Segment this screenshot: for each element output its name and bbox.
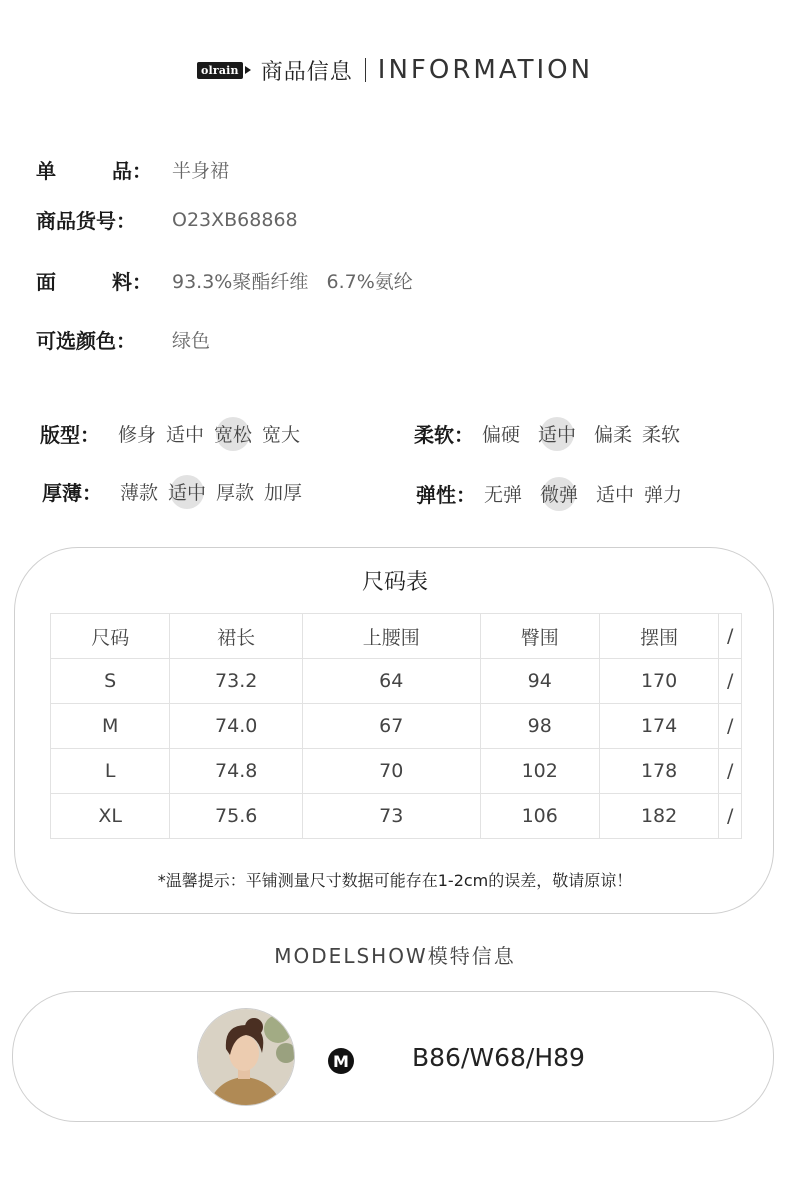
model-card bbox=[12, 991, 774, 1122]
header-title-cn: 商品信息 bbox=[260, 59, 353, 85]
model-section-title: MODELSHOW模特信息 bbox=[274, 944, 516, 968]
info-row-sku bbox=[36, 205, 298, 234]
table-cell: 106 bbox=[480, 794, 599, 839]
brand-logo bbox=[197, 62, 251, 79]
info-value: 绿色 bbox=[172, 330, 211, 352]
info-value: 93.3%聚酯纤维 6.7%氨纶 bbox=[172, 271, 413, 293]
table-cell: XL bbox=[51, 794, 170, 839]
table-cell: 170 bbox=[599, 659, 718, 704]
info-row-color bbox=[36, 325, 210, 354]
attr-option: 适中 bbox=[596, 484, 635, 506]
attr-option: 厚款 bbox=[216, 482, 255, 504]
table-cell: / bbox=[719, 659, 742, 704]
table-header-row bbox=[51, 614, 742, 659]
play-triangle-icon bbox=[245, 66, 251, 74]
table-row bbox=[51, 794, 742, 839]
info-label-char: 料： bbox=[112, 270, 152, 294]
attr-label: 柔软： bbox=[414, 423, 474, 447]
attr-option: 偏硬 bbox=[482, 424, 521, 446]
info-row-material bbox=[36, 266, 413, 295]
table-cell: 73 bbox=[302, 794, 480, 839]
attr-option: 偏柔 bbox=[594, 424, 633, 446]
attr-option: 修身 bbox=[118, 424, 157, 446]
attr-option-selected: 宽松 bbox=[214, 420, 252, 447]
attr-fit bbox=[40, 419, 310, 448]
attr-label: 弹性： bbox=[416, 483, 476, 507]
measurement-tip: *温馨提示：平铺测量尺寸数据可能存在1-2cm的误差，敬请原谅！ bbox=[157, 871, 633, 890]
table-header-cell: 裙长 bbox=[170, 614, 303, 659]
table-header-cell: 臀围 bbox=[480, 614, 599, 659]
info-label bbox=[36, 266, 172, 295]
section-header bbox=[0, 52, 790, 88]
table-cell: S bbox=[51, 659, 170, 704]
info-label-char: 品： bbox=[112, 159, 152, 183]
info-label-text: 可选颜色： bbox=[36, 329, 136, 353]
model-measurements: B86/W68/H89 bbox=[412, 1043, 585, 1072]
info-label-char: 单 bbox=[36, 159, 56, 183]
attr-thickness bbox=[42, 477, 312, 506]
attr-option-selected: 适中 bbox=[168, 478, 206, 505]
info-label bbox=[36, 205, 172, 234]
brand-logo-text: olrain bbox=[197, 62, 243, 79]
info-label-text: 商品货号： bbox=[36, 209, 136, 233]
table-cell: L bbox=[51, 749, 170, 794]
table-cell: 98 bbox=[480, 704, 599, 749]
table-cell: 102 bbox=[480, 749, 599, 794]
attr-option: 柔软 bbox=[642, 424, 681, 446]
size-table bbox=[50, 613, 742, 839]
table-cell: / bbox=[719, 704, 742, 749]
table-header-cell: 摆围 bbox=[599, 614, 718, 659]
size-table-title: 尺码表 bbox=[361, 570, 428, 595]
table-cell: 67 bbox=[302, 704, 480, 749]
attr-option-selected: 微弹 bbox=[540, 480, 578, 507]
table-cell: 75.6 bbox=[170, 794, 303, 839]
table-cell: 73.2 bbox=[170, 659, 303, 704]
table-cell: / bbox=[719, 749, 742, 794]
table-row bbox=[51, 704, 742, 749]
attr-option: 适中 bbox=[166, 424, 205, 446]
table-cell: 178 bbox=[599, 749, 718, 794]
attr-option: 加厚 bbox=[264, 482, 303, 504]
model-size-badge: M bbox=[328, 1048, 354, 1074]
table-header-cell: 上腰围 bbox=[302, 614, 480, 659]
model-avatar bbox=[197, 1008, 295, 1106]
attr-softness bbox=[414, 419, 690, 448]
table-cell: 74.0 bbox=[170, 704, 303, 749]
attr-option-selected: 适中 bbox=[538, 420, 576, 447]
table-cell: / bbox=[719, 794, 742, 839]
attr-option: 弹力 bbox=[644, 484, 683, 506]
attr-option: 无弹 bbox=[484, 484, 523, 506]
attr-label: 厚薄： bbox=[42, 481, 102, 505]
table-cell: 64 bbox=[302, 659, 480, 704]
header-title-en: INFORMATION bbox=[377, 55, 594, 85]
info-label bbox=[36, 325, 172, 354]
model-portrait-image bbox=[198, 1009, 294, 1105]
attr-option: 薄款 bbox=[120, 482, 159, 504]
table-cell: 182 bbox=[599, 794, 718, 839]
info-label bbox=[36, 155, 172, 184]
attr-elasticity bbox=[416, 479, 692, 508]
table-header-cell: 尺码 bbox=[51, 614, 170, 659]
table-cell: 74.8 bbox=[170, 749, 303, 794]
table-cell: 70 bbox=[302, 749, 480, 794]
header-divider bbox=[365, 58, 366, 82]
table-cell: 174 bbox=[599, 704, 718, 749]
info-row-item bbox=[36, 155, 229, 184]
table-header-cell: / bbox=[719, 614, 742, 659]
table-cell: M bbox=[51, 704, 170, 749]
info-value: O23XB68868 bbox=[172, 208, 298, 231]
table-row bbox=[51, 659, 742, 704]
attr-label: 版型： bbox=[40, 423, 100, 447]
info-label-char: 面 bbox=[36, 270, 56, 294]
info-value: 半身裙 bbox=[172, 160, 230, 182]
attr-option: 宽大 bbox=[262, 424, 301, 446]
table-cell: 94 bbox=[480, 659, 599, 704]
table-row bbox=[51, 749, 742, 794]
